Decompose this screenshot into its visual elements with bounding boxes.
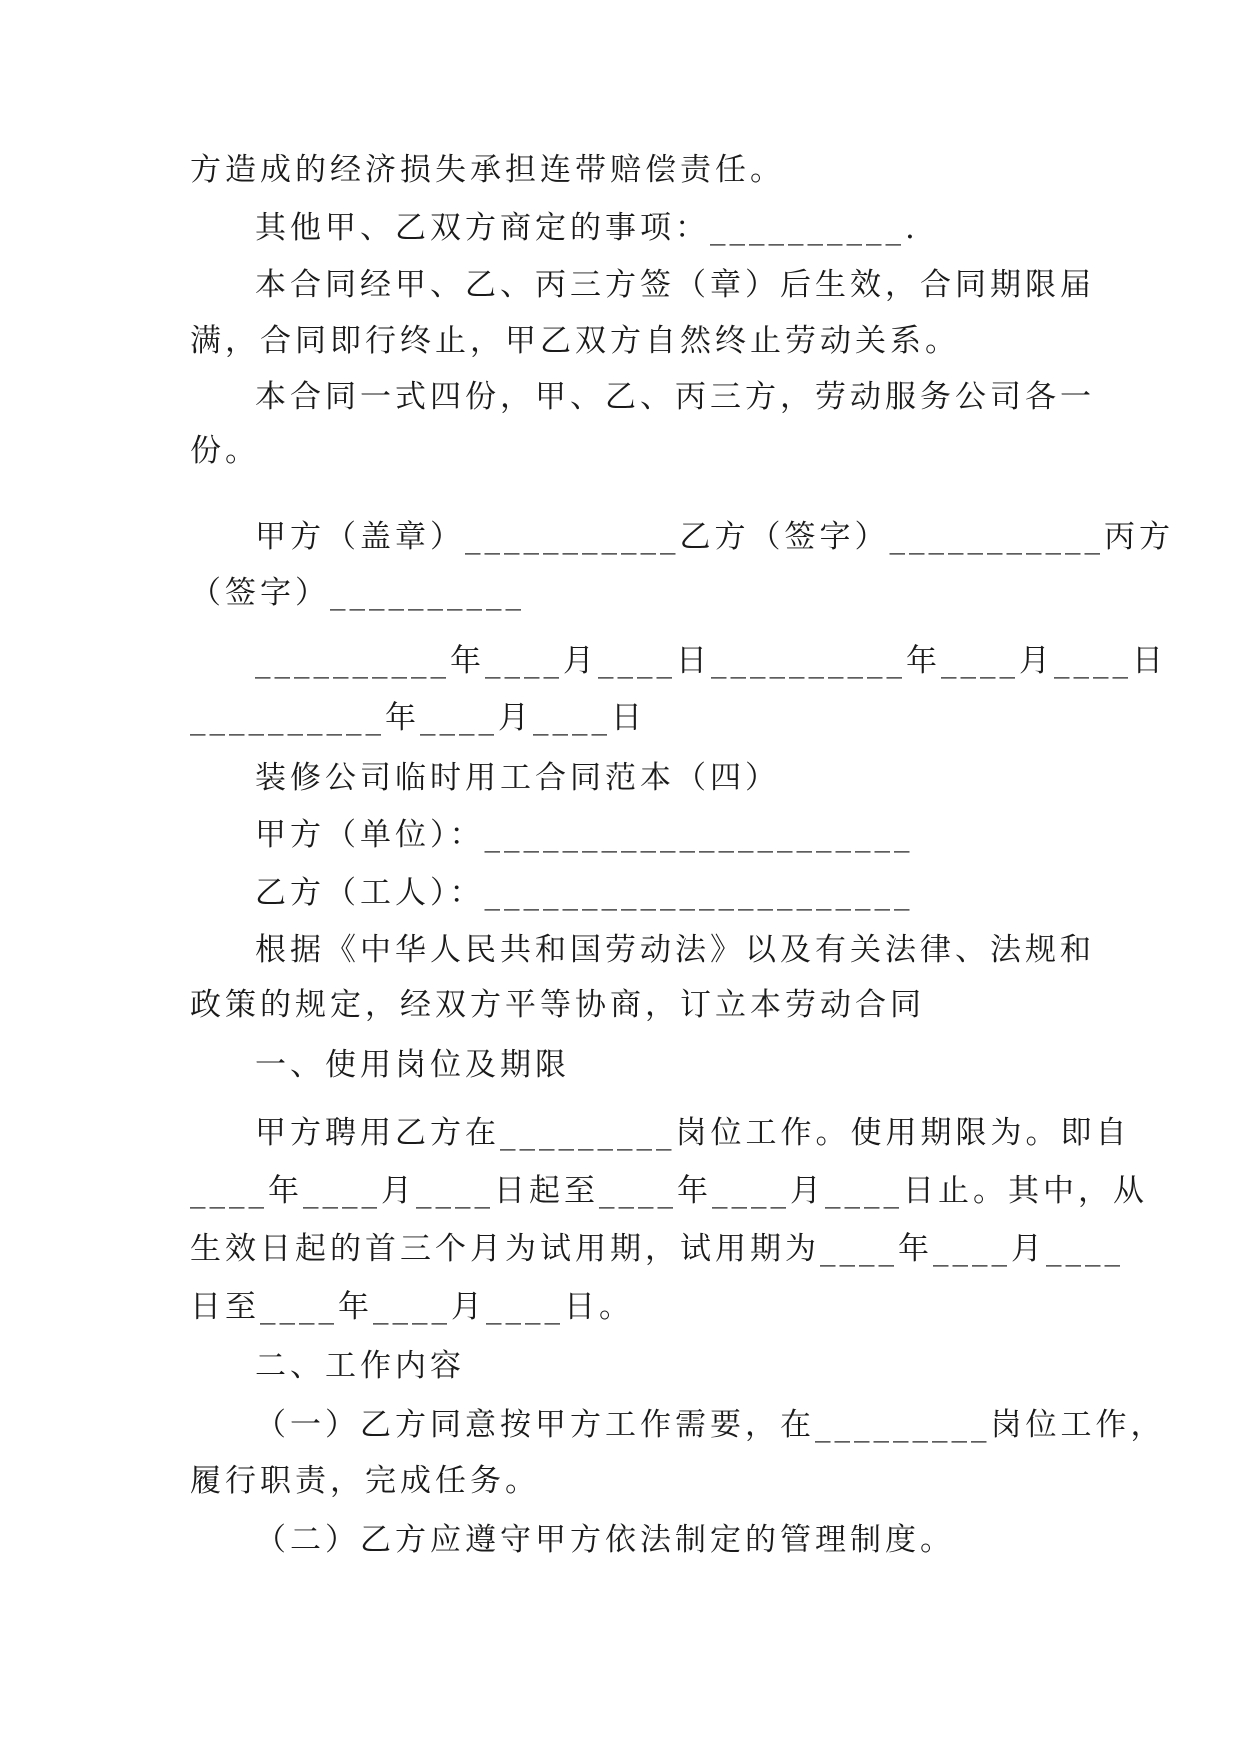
section-heading: 一、使用岗位及期限 bbox=[255, 1047, 570, 1083]
paragraph-line: 满，合同即行终止，甲乙双方自然终止劳动关系。 bbox=[190, 323, 960, 359]
paragraph-line: 其他甲、乙双方商定的事项：__________. bbox=[255, 210, 919, 246]
date-line: __________年____月____日 bbox=[190, 700, 646, 736]
paragraph-line: 本合同经甲、乙、丙三方签（章）后生效，合同期限届 bbox=[255, 267, 1095, 303]
section-heading: 二、工作内容 bbox=[255, 1348, 465, 1384]
signature-line: （签字）__________ bbox=[190, 575, 525, 611]
paragraph-line: 履行职责，完成任务。 bbox=[190, 1463, 540, 1499]
paragraph-line: （二）乙方应遵守甲方依法制定的管理制度。 bbox=[255, 1522, 955, 1558]
signature-line: 甲方（盖章）___________乙方（签字）___________丙方 bbox=[255, 519, 1174, 555]
date-line: __________年____月____日__________年____月____日 bbox=[255, 643, 1167, 679]
section-title: 装修公司临时用工合同范本（四） bbox=[255, 760, 780, 796]
party-a-line: 甲方（单位）：______________________ bbox=[255, 817, 914, 853]
paragraph-line: ____年____月____日起至____年____月____日止。其中，从 bbox=[190, 1173, 1148, 1209]
party-b-line: 乙方（工人）：______________________ bbox=[255, 875, 914, 911]
paragraph-line: 日至____年____月____日。 bbox=[190, 1289, 634, 1325]
paragraph-line: （一）乙方同意按甲方工作需要，在_________岗位工作， bbox=[255, 1407, 1166, 1443]
paragraph-line: 本合同一式四份，甲、乙、丙三方，劳动服务公司各一 bbox=[255, 379, 1095, 415]
paragraph-line: 方造成的经济损失承担连带赔偿责任。 bbox=[190, 152, 785, 188]
paragraph-line: 份。 bbox=[190, 433, 260, 469]
paragraph-line: 甲方聘用乙方在_________岗位工作。使用期限为。即自 bbox=[255, 1115, 1131, 1151]
paragraph-line: 根据《中华人民共和国劳动法》以及有关法律、法规和 bbox=[255, 932, 1095, 968]
paragraph-line: 政策的规定，经双方平等协商，订立本劳动合同 bbox=[190, 987, 925, 1023]
paragraph-line: 生效日起的首三个月为试用期，试用期为____年____月____ bbox=[190, 1231, 1124, 1267]
